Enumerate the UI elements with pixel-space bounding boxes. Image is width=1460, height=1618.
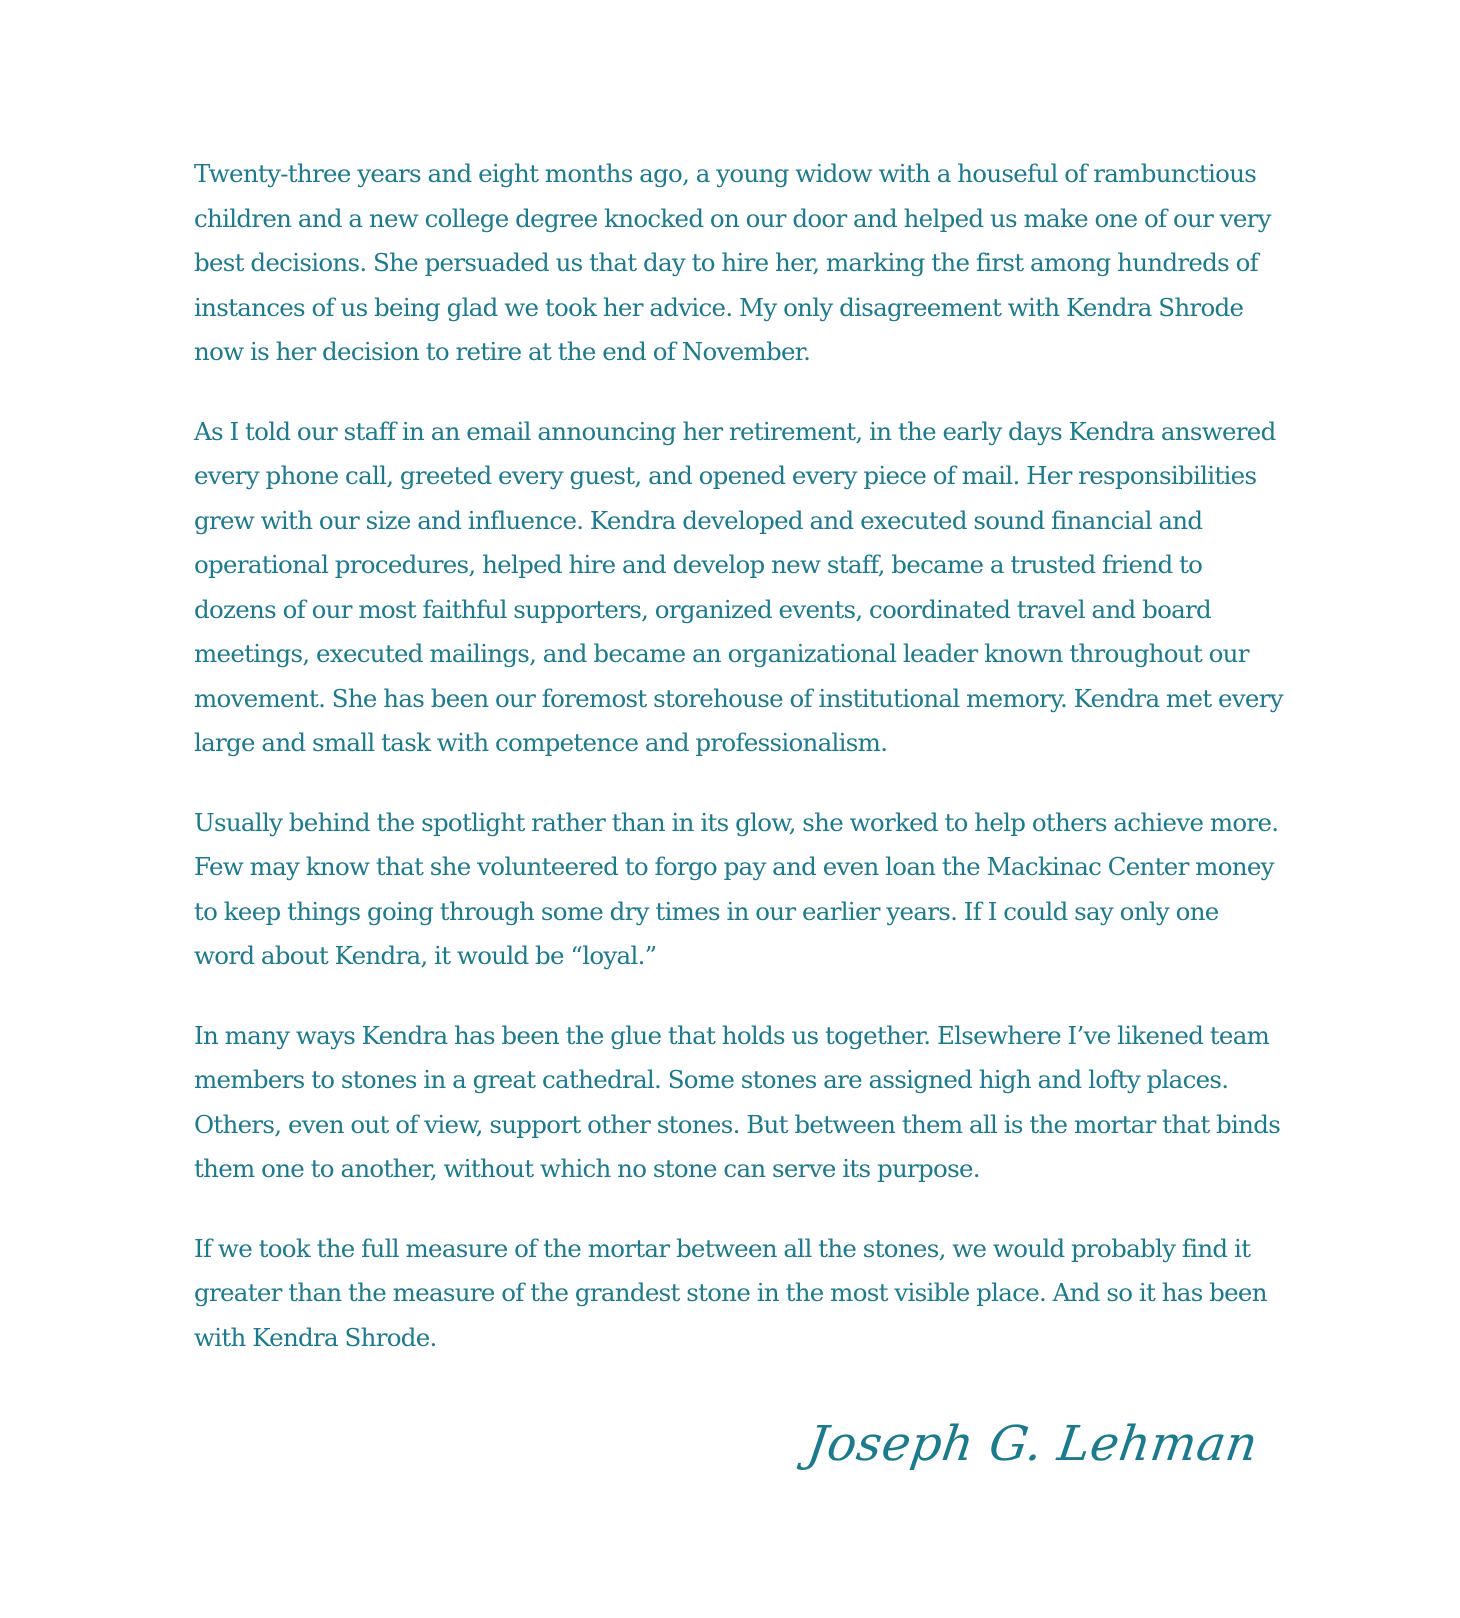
letter-paragraph-5: If we took the full measure of the mortar between all the stones, we would probably find it greater than the measure of the grandest stone in the most visible place. And so it has been with Kendra Shrode. bbox=[194, 1233, 1267, 1352]
letter-body bbox=[194, 152, 1284, 1395]
letter-paragraph-3: Usually behind the spotlight rather than in its glow, she worked to help others achieve more. Few may know that she volunteered to forgo pay and even loan the Mackinac Center money to keep things going through some dry times in our earlier years. If I could say only one word about Kendra, it would be “loyal.” bbox=[194, 807, 1279, 970]
letter-paragraph-1: Twenty-three years and eight months ago, a young widow with a houseful of rambunctious children and a new college degree knocked on our door and helped us make one of our very best decisions. She persuaded us that day to hire her, marking the first among hundreds of instances of us being glad we took her advice. My only disagreement with Kendra Shrode now is her decision to retire at the end of November. bbox=[194, 159, 1271, 366]
signature: Joseph G. Lehman bbox=[804, 1416, 1262, 1472]
letter-paragraph-2: As I told our staff in an email announcing her retirement, in the early days Kendra answered every phone call, greeted every guest, and opened every piece of mail. Her responsibilities grew with our size and influence. Kendra developed and executed sound financial and operational procedures, helped hire and develop new staff, became a trusted friend to dozens of our most faithful supporters, organized events, coordinated travel and board meetings, executed mailings, and became an organizational leader known throughout our movement. She has been our foremost storehouse of institutional memory. Kendra met every large and small task with competence and professionalism. bbox=[194, 416, 1283, 757]
letter-paragraph-4: In many ways Kendra has been the glue that holds us together. Elsewhere I’ve likened team members to stones in a great cathedral. Some stones are assigned high and lofty places. Others, even out of view, support other stones. But between them all is the mortar that binds them one to another, without which no stone can serve its purpose. bbox=[194, 1020, 1281, 1183]
